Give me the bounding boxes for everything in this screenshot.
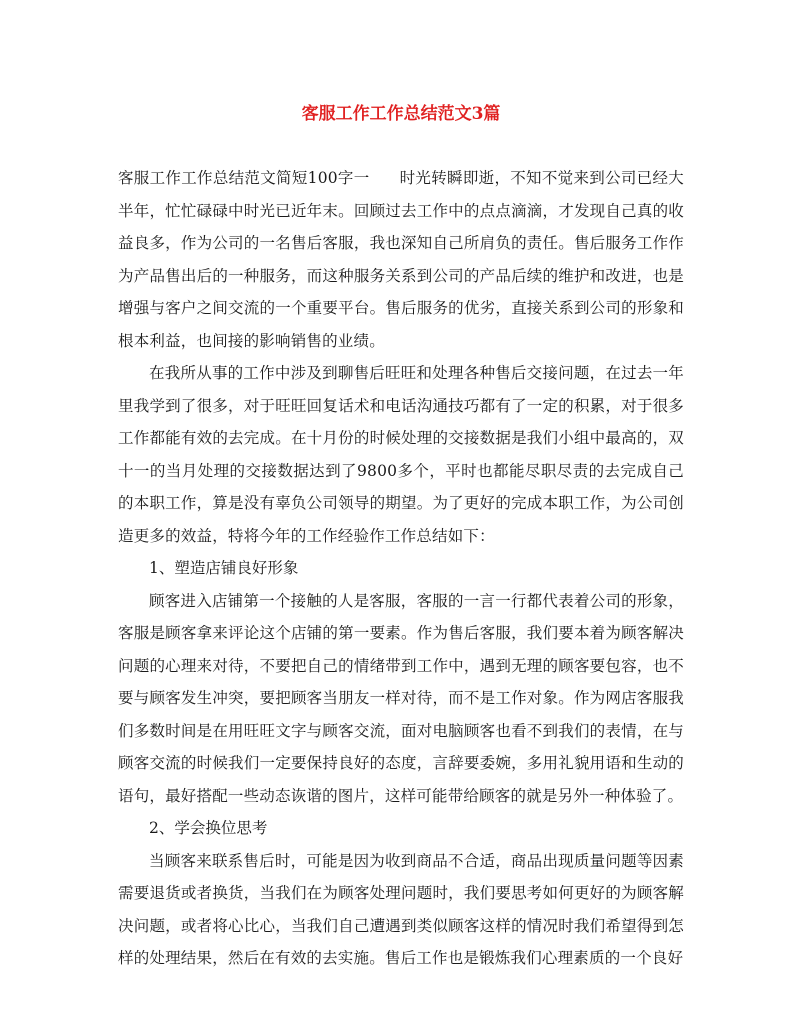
intro-lead: 客服工作工作总结范文简短100字一 — [118, 169, 370, 187]
document-page — [118, 100, 684, 975]
section-heading-1: 1、塑造店铺良好形象 — [149, 559, 299, 577]
paragraph-2: 在我所从事的工作中涉及到聊售后旺旺和处理各种售后交接问题，在过去一年里我学到了很多，对于旺旺回复话术和电话沟通技巧都有了一定的积累，对于很多工作都能有效的去完成。在十月份的时候处理的交接数据是我们小组中最高的，双十一的当月处理的交接数据达到了9800多个，平时也都能尽职尽责的去完成自己的本职工作，算是没有辜负公司领导的期望。为了更好的完成本职工作，为公司创造更多的效益，特将今年的工作经验作工作总结如下： — [118, 364, 684, 545]
section-heading-2: 2、学会换位思考 — [149, 819, 268, 837]
intro-paragraph — [118, 162, 684, 357]
paragraph-3: 顾客进入店铺第一个接触的人是客服，客服的一言一行都代表着公司的形象，客服是顾客拿来评论这个店铺的第一要素。作为售后客服，我们要本着为顾客解决问题的心理来对待，不要把自己的情绪带到工作中，遇到无理的顾客要包容，也不要与顾客发生冲突，要把顾客当朋友一样对待，而不是工作对象。作为网店客服我们多数时间是在用旺旺文字与顾客交流，面对电脑顾客也看不到我们的表情，在与顾客交流的时候我们一定要保持良好的态度，言辞要委婉，多用礼貌用语和生动的语句，最好搭配一些动态诙谐的图片，这样可能带给顾客的就是另外一种体验了。 — [118, 591, 684, 805]
document-title: 客服工作工作总结范文3篇 — [301, 104, 501, 124]
intro-body: 时光转瞬即逝，不知不觉来到公司已经大半年，忙忙碌碌中时光已近年末。回顾过去工作中的点点滴滴，才发现自己真的收益良多，作为公司的一名售后客服，我也深知自己所肩负的责任。售后服务工作作为产品售出后的一种服务，而这种服务关系到公司的产品后续的维护和改进，也是增强与客户之间交流的一个重要平台。售后服务的优劣，直接关系到公司的形象和根本利益，也间接的影响销售的业绩。 — [118, 169, 684, 350]
paragraph-4: 当顾客来联系售后时，可能是因为收到商品不合适，商品出现质量问题等因素需要退货或者换货，当我们在为顾客处理问题时，我们要思考如何更好的为顾客解决问题，或者将心比心，当我们自己遭遇到类似顾客这样的情况时我们希望得到怎样的处理结果，然后在有效的去实施。售后工作也是锻炼我们心理素质的一个良好 — [118, 851, 684, 967]
